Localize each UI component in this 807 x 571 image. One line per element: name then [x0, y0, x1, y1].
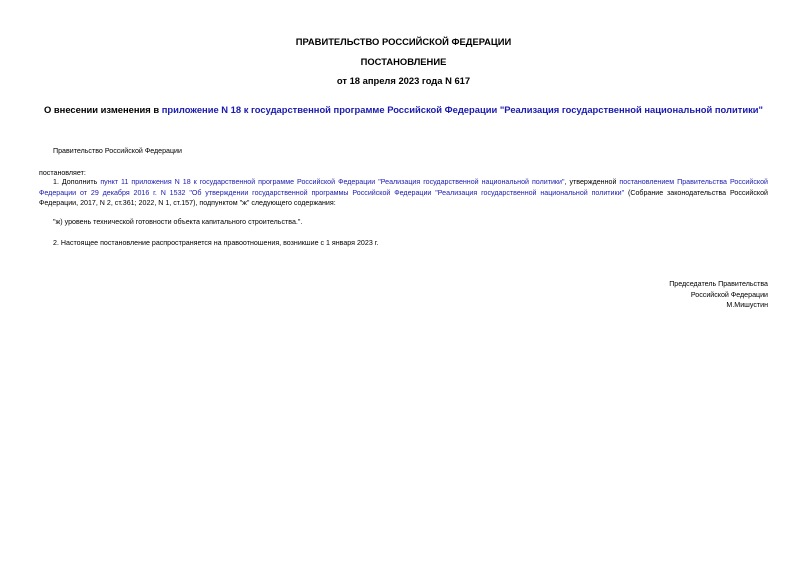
title-appendix-link[interactable]: приложение N 18 к государственной программе Российской Федерации "Реализация государственной национальной политики" [161, 104, 763, 115]
item-1-resolution-link-start[interactable]: постановлением Правительства Российской [619, 178, 768, 186]
signature-position: Председатель Правительства [669, 280, 768, 288]
item-1-resolution-link-end[interactable]: Федерации от 29 декабря 2016 г. N 1532 "Об утверждении государственной программы Российской Федерации "Реализация государственной национальной политики" [39, 188, 625, 197]
document-title [39, 104, 768, 116]
item-1-line-3 [39, 198, 768, 209]
item-1-line-2 [39, 188, 768, 199]
signature-name: М.Мишустин [726, 301, 768, 309]
decides-paragraph: постановляет: [39, 169, 86, 177]
item-1-tail-b: Федерации, 2017, N 2, ст.361; 2022, N 1, ст.157), подпунктом "ж" следующего содержания: [39, 199, 336, 207]
intro-paragraph: Правительство Российской Федерации [53, 147, 182, 155]
document-title-prefix: О внесении изменения в [44, 104, 162, 115]
issuer-heading: ПРАВИТЕЛЬСТВО РОССИЙСКОЙ ФЕДЕРАЦИИ [295, 36, 512, 47]
document-page [39, 0, 768, 571]
document-type-heading: ПОСТАНОВЛЕНИЕ [360, 56, 447, 67]
signature-organization: Российской Федерации [690, 290, 768, 299]
signature-block [669, 279, 768, 311]
date-number-heading: от 18 апреля 2023 года N 617 [336, 75, 471, 86]
item-1-mid: , утвержденной [564, 178, 620, 186]
item-2-paragraph: 2. Настоящее постановление распространяется на правоотношения, возникшие с 1 января 2023 г. [53, 239, 379, 247]
item-1-paragraph [39, 177, 768, 209]
quote-paragraph: "ж) уровень технической готовности объекта капитального строительства.". [53, 218, 303, 226]
item-1-prefix: 1. Дополнить [53, 178, 101, 186]
item-1-line-1 [39, 177, 768, 188]
item-1-appendix-link[interactable]: пункт 11 приложения N 18 к государственной программе Российской Федерации "Реализация государственной национальной политики" [100, 178, 565, 186]
item-1-tail-a: (Собрание законодательства Российской [624, 188, 768, 197]
